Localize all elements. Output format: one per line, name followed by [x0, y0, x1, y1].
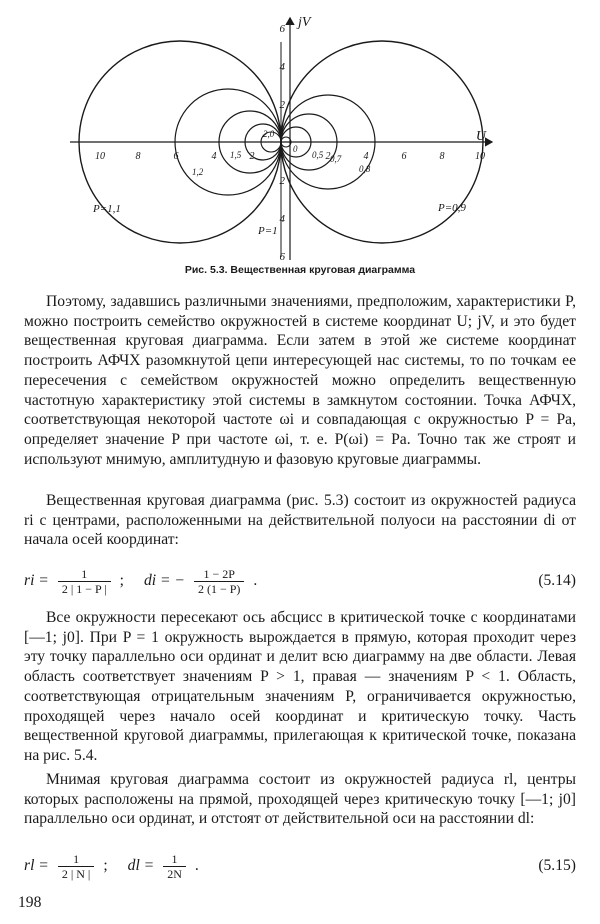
curve-label-0-5: 0,5	[312, 150, 324, 160]
tick-label-x-pos-10: 10	[475, 151, 485, 162]
curve-label-0-7: 0,7	[330, 154, 342, 164]
curve-label-0-8: 0,8	[359, 164, 371, 174]
label-p-left: P=1,1	[93, 203, 121, 215]
tick-label-x-neg-6: 6	[173, 151, 179, 162]
tick-label-x-pos-2: 2	[325, 151, 331, 162]
tick-label-x-pos-4: 4	[363, 151, 369, 162]
tick-label-y-down-2: 2	[279, 175, 285, 187]
curve-label-1-2: 1,2	[192, 167, 204, 177]
tick-label-y-up-4: 4	[279, 61, 285, 73]
tick-label-x-neg-4: 4	[211, 151, 217, 162]
figure-circle-diagram	[60, 12, 500, 262]
circle-diagram-plot	[60, 12, 500, 262]
equation-number-2: (5.15)	[538, 857, 576, 874]
label-p-right: P=0,9	[438, 202, 466, 214]
formula-r-fraction	[58, 567, 111, 596]
formula2-d-denominator: 2N	[163, 866, 186, 881]
figure-caption: Рис. 5.3. Вещественная круговая диаграмма	[184, 264, 416, 276]
formula2-d-numerator: 1	[171, 851, 178, 866]
tick-label-y-down-4: 4	[279, 213, 285, 225]
tick-label-y-up-6: 6	[279, 23, 285, 35]
formula-separator: ;	[119, 572, 124, 589]
label-p-one: P=1	[258, 225, 278, 237]
formula2-r-denominator: 2 | N |	[58, 866, 94, 881]
tick-label-x-pos-6: 6	[401, 151, 407, 162]
formula2-r-lhs: rl =	[24, 857, 49, 874]
formula2-d-lhs: dl =	[127, 857, 155, 874]
formula2-d-fraction	[163, 852, 186, 881]
paragraph-1: Поэтому, задавшись различными значениями, предположим, характеристики P, можно построить семейство окружностей в системе координат U; jV, и это будет вещественная круговая диаграмма. Если затем в этой же системе координат построить АФЧХ разомкнутой цепи интересующей нас системы, то по точкам ее пересечения с семейством окружностей можно определить вещественную частотную характеристику этой системы в замкнутом состоянии. Точка АФЧХ, соответствующая некоторой частоте ωi и совпадающая с окружностью P = Pa, определяет значение P при частоте ωi, т. е. P(ωi) = Pa. Точно так же строят и используют мнимую, амплитудную и фазовую круговые диаграммы.	[24, 293, 576, 468]
tick-label-y-up-2: 2	[279, 99, 285, 111]
page-number: 198	[18, 894, 42, 911]
formula-d-numerator: 1 − 2P	[203, 566, 235, 581]
formula-5-15	[24, 846, 576, 886]
formula-r-denominator: 2 | 1 − P |	[58, 581, 111, 596]
formula-d-fraction	[194, 567, 244, 596]
tick-label-x-neg-2: 2	[249, 151, 255, 162]
curve-label-1-5: 1,5	[230, 150, 242, 160]
axis-label-imag: jV	[298, 15, 311, 30]
paragraph-3: Все окружности пересекают ось абсцисс в критической точке с координатами [—1; j0]. При P = 1 окружность вырождается в прямую, которая проходит через эту точку параллельно оси ординат и делит всю диаграмму на две области. Левая область соответствует значениям P > 1, правая — значениям P < 1. Область, соответствующая отрицательным значениям P, ограничивается окружностью, проходящей через начало осей координат и критическую точку. Часть вещественной круговой диаграммы, прилегающая к критической точке, показана на рис. 5.4.	[24, 609, 576, 764]
axis-label-real: U	[475, 129, 486, 144]
formula-r-numerator: 1	[81, 566, 88, 581]
formula2-end: .	[194, 857, 199, 874]
tick-label-x-pos-8: 8	[439, 151, 445, 162]
formula-5-14	[24, 561, 576, 601]
curve-label-2-0: 2,0	[263, 129, 275, 139]
formula-r-lhs: ri =	[24, 572, 49, 589]
equation-number: (5.14)	[538, 572, 576, 589]
paragraph-4: Мнимая круговая диаграмма состоит из окружностей радиуса rl, центры которых расположены на прямой, проходящей через критическую точку [—1; j0] параллельно оси ординат, и отстоят от действительной оси на расстоянии dl:	[24, 771, 576, 828]
tick-label-x-neg-8: 8	[135, 151, 141, 162]
origin-label: 0	[293, 144, 298, 154]
formula2-separator: ;	[103, 857, 108, 874]
formula2-r-fraction	[58, 852, 94, 881]
paragraph-2: Вещественная круговая диаграмма (рис. 5.3) состоит из окружностей радиуса ri с центрами, расположенными на действительной полуоси на расстоянии di от начала осей координат:	[24, 492, 576, 549]
formula2-r-numerator: 1	[73, 851, 80, 866]
formula-d-denominator: 2 (1 − P)	[194, 581, 244, 596]
formula-d-lhs: di = −	[143, 572, 185, 589]
tick-label-x-neg-10: 10	[95, 151, 105, 162]
formula-end: .	[253, 572, 258, 589]
tick-label-y-down-6: 6	[279, 251, 285, 262]
